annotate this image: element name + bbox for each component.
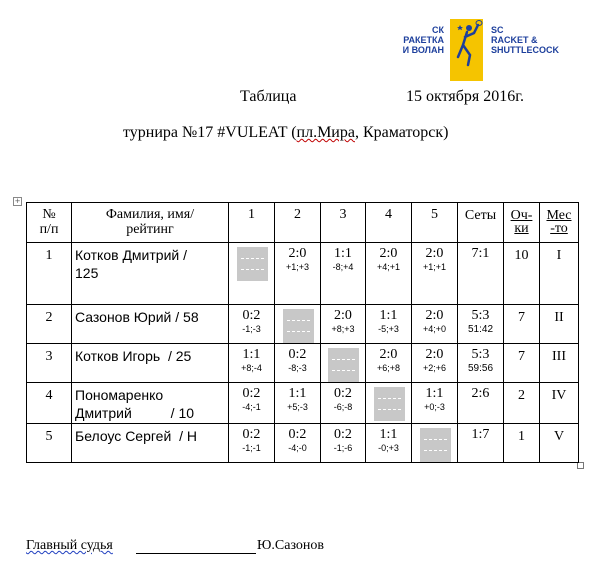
sets-score: 5:3 [471,347,490,362]
logo-text-ru [394,25,444,55]
logo-line: СК [432,25,444,35]
player-name [72,344,229,383]
header-sets: Сеты [458,203,504,243]
place-cell: III [540,344,579,383]
player-name [72,424,229,463]
match-score: 2:0 [425,347,444,362]
match-points-diff: -1;-3 [242,324,261,334]
self-match-block [283,309,314,343]
player-name-line: Белоус Сергей / Н [75,428,197,444]
match-points-diff: -4;-0 [288,443,307,453]
header-points-line: ки [514,221,529,236]
match-points-diff: +4;+1 [376,262,401,272]
match-score: 2:0 [425,308,444,323]
self-match-block [420,428,451,462]
player-name [72,383,229,424]
match-result-cell [275,243,321,305]
match-points-diff: -5;+3 [378,324,399,334]
match-result-cell [275,383,321,424]
player-name-line: Дмитрий / 10 [75,405,195,421]
match-points-diff: -1;-6 [333,443,353,453]
match-points-diff: +5;-3 [287,402,308,412]
header-number-line: № [42,207,56,222]
place-cell: IV [540,383,579,424]
row-number: 3 [27,344,72,383]
header-name-line: рейтинг [126,222,174,237]
match-result-cell [321,383,366,424]
match-result-cell [321,305,366,344]
match-points-diff: +6;+8 [376,363,401,373]
header-points-line: Оч- [510,208,533,223]
player-name-line: Пономаренко [75,387,164,403]
match-score: 1:1 [288,386,307,401]
match-score: 1:1 [242,347,261,362]
match-result-cell [412,243,458,305]
match-score: 0:2 [288,347,307,362]
table-row [27,243,579,305]
table-move-handle[interactable]: + [14,197,21,205]
player-name-line: 125 [75,265,99,281]
match-result-cell [366,243,412,305]
match-score: 1:1 [334,246,352,261]
self-match-cell [412,424,458,463]
results-table [26,202,579,463]
match-points-diff: +2;+6 [422,363,447,373]
header-name-line: Фамилия, имя/ [105,207,195,222]
points-cell: 7 [504,305,540,344]
player-name-line: Котков Игорь / 25 [75,348,192,364]
header-opponent-4: 4 [366,203,412,243]
match-points-diff: -4;-1 [242,402,261,412]
match-result-cell [229,424,275,463]
table-row [27,344,579,383]
table-title: Таблица [240,88,297,105]
player-name [72,305,229,344]
header-name [72,203,229,243]
self-match-cell [321,344,366,383]
header-opponent-5: 5 [412,203,458,243]
sets-score: 5:3 [471,308,490,323]
points-total: 51:42 [467,324,494,335]
logo-line: RACKET & [491,35,538,45]
match-points-diff: +1;+1 [422,262,447,272]
sets-score: 2:6 [471,386,490,401]
match-score: 1:1 [379,308,398,323]
match-score: 2:0 [379,347,398,362]
match-score: 2:0 [425,246,444,261]
match-points-diff: -8;+4 [332,262,354,272]
match-points-diff: +8;-4 [241,363,262,373]
match-result-cell [366,305,412,344]
match-score: 0:2 [334,386,352,401]
match-score: 2:0 [334,308,352,323]
header-row [27,203,579,243]
match-result-cell [412,305,458,344]
match-points-diff: -1;-1 [242,443,261,453]
logo-line: И ВОЛАН [402,45,444,55]
points-total: 59:56 [467,363,494,374]
self-match-cell [275,305,321,344]
row-number: 5 [27,424,72,463]
match-result-cell [366,344,412,383]
match-score: 0:2 [242,308,261,323]
match-result-cell [412,383,458,424]
header-place-line: Мес [546,208,572,223]
sets-cell [458,305,504,344]
player-name [72,243,229,305]
header-number [27,203,72,243]
row-number: 2 [27,305,72,344]
match-score: 0:2 [242,386,261,401]
match-score: 0:2 [242,427,261,442]
self-match-block [328,348,359,382]
header-points [504,203,540,243]
table-row [27,305,579,344]
match-result-cell [275,344,321,383]
header-place [540,203,579,243]
self-match-block [374,387,405,421]
table-resize-handle[interactable] [577,462,584,469]
judge-label [26,538,113,554]
header-opponent-3: 3 [321,203,366,243]
points-cell: 1 [504,424,540,463]
sets-cell [458,383,504,424]
match-points-diff: -8;-3 [288,363,307,373]
match-result-cell [366,424,412,463]
self-match-cell [366,383,412,424]
logo-line: SHUTTLECOCK [491,45,559,55]
header-opponent-2: 2 [275,203,321,243]
match-result-cell [321,424,366,463]
sets-score: 7:1 [471,246,490,261]
tournament-subtitle [123,124,448,142]
match-result-cell [321,243,366,305]
match-score: 0:2 [334,427,352,442]
signature-line [136,553,256,554]
self-match-cell [229,243,275,305]
judge-label-text: Главный судья [26,538,113,553]
subtitle-suffix: , Краматорск) [354,124,449,141]
points-cell: 7 [504,344,540,383]
subtitle-prefix: турнира №17 #VULEAT ( [123,124,297,141]
match-points-diff: +1;+3 [285,262,310,272]
badminton-player-icon [450,19,483,81]
table-row [27,424,579,463]
sets-score: 1:7 [471,427,490,442]
logo-line: SC [491,25,504,35]
points-cell: 10 [504,243,540,305]
row-number: 4 [27,383,72,424]
match-result-cell [229,305,275,344]
sets-cell [458,424,504,463]
match-result-cell [275,424,321,463]
match-points-diff: -6;-8 [333,402,353,412]
club-logo [394,16,559,82]
match-points-diff: +8;+3 [331,324,355,334]
header-opponent-1: 1 [229,203,275,243]
row-number: 1 [27,243,72,305]
place-cell: I [540,243,579,305]
header-place-line: -то [550,221,568,236]
match-points-diff: +0;-3 [424,402,445,412]
match-score: 1:1 [379,427,398,442]
player-name-line: Сазонов Юрий / 58 [75,309,199,325]
player-name-line: Котков Дмитрий / [75,247,187,263]
table-row [27,383,579,424]
place-cell: V [540,424,579,463]
judge-name: Ю.Сазонов [257,538,324,553]
match-points-diff: +4;+0 [422,324,447,334]
match-points-diff: -0;+3 [378,443,399,453]
match-score: 2:0 [288,246,307,261]
tournament-date: 15 октября 2016г. [406,88,524,105]
header-number-line: п/п [39,222,59,237]
self-match-block [237,247,268,281]
subtitle-place: пл.Мира [296,124,355,141]
place-cell: II [540,305,579,344]
match-score: 0:2 [288,427,307,442]
logo-emblem [450,19,483,81]
match-score: 2:0 [379,246,398,261]
logo-line: РАКЕТКА [403,35,444,45]
sets-cell [458,243,504,305]
logo-text-en [491,25,559,55]
points-cell: 2 [504,383,540,424]
sets-cell [458,344,504,383]
match-result-cell [229,344,275,383]
match-result-cell [412,344,458,383]
match-score: 1:1 [425,386,444,401]
match-result-cell [229,383,275,424]
